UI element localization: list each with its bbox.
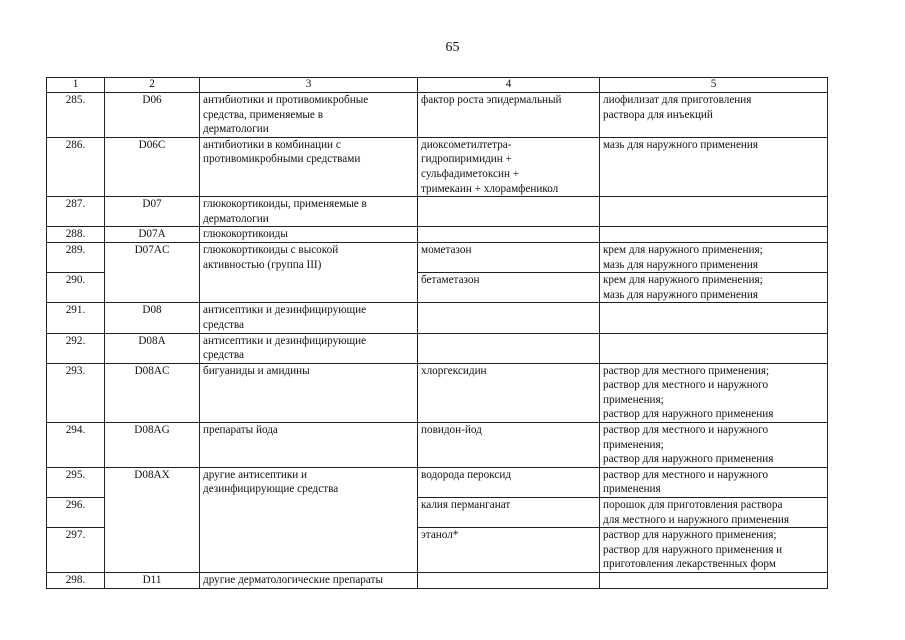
dosage-forms: [600, 242, 828, 272]
drug-name: [418, 197, 600, 227]
dosage-form-line: применения;: [603, 393, 664, 406]
group-line: антисептики и дезинфицирующие: [203, 334, 367, 347]
atc-code: D08AX: [105, 467, 200, 572]
group-line: антибиотики в комбинации с: [203, 138, 341, 151]
drug-table: [46, 77, 828, 589]
anatomical-therapeutic-group: [200, 363, 418, 422]
dosage-form-line: крем для наружного применения;: [603, 274, 763, 287]
table-header-row: [47, 78, 828, 93]
anatomical-therapeutic-group: [200, 423, 418, 468]
dosage-form-line: приготовления лекарственных форм: [603, 558, 776, 571]
header-col-5: 5: [600, 78, 828, 93]
page-number: 65: [445, 40, 460, 55]
dosage-form-line: применения: [603, 483, 661, 496]
drug-line: гидропиримидин +: [421, 153, 512, 166]
row-number: 288.: [47, 227, 105, 243]
group-line: глюкокортикоиды с высокой: [203, 243, 339, 256]
group-line: дезинфицирующие средства: [203, 483, 339, 496]
dosage-form-line: крем для наружного применения;: [603, 243, 763, 256]
dosage-forms: [600, 528, 828, 573]
drug-name: [418, 363, 600, 422]
table-row: [47, 137, 828, 196]
drug-name: [418, 467, 600, 497]
group-line: активностью (группа III): [203, 258, 322, 271]
dosage-form-line: лиофилизат для приготовления: [603, 94, 752, 106]
row-number: 294.: [47, 423, 105, 468]
dosage-form-line: раствор для наружного применения;: [603, 529, 777, 542]
dosage-forms: [600, 333, 828, 363]
atc-code: D08A: [105, 333, 200, 363]
anatomical-therapeutic-group: [200, 573, 418, 589]
dosage-form-line: применения;: [603, 438, 664, 451]
dosage-forms: [600, 227, 828, 243]
table-body: [47, 93, 828, 589]
atc-code: D08AG: [105, 423, 200, 468]
dosage-form-line: мазь для наружного применения: [603, 288, 759, 301]
anatomical-therapeutic-group: [200, 93, 418, 138]
row-number: 297.: [47, 528, 105, 573]
anatomical-therapeutic-group: [200, 242, 418, 302]
row-number: 292.: [47, 333, 105, 363]
drug-line: тримекаин + хлорамфеникол: [421, 182, 559, 195]
drug-line: водорода пероксид: [421, 468, 512, 481]
drug-line: сульфадиметоксин +: [421, 167, 520, 180]
table-row: [47, 93, 828, 138]
anatomical-therapeutic-group: [200, 227, 418, 243]
atc-code: D08AC: [105, 363, 200, 422]
dosage-form-line: мазь для наружного применения: [603, 138, 759, 151]
drug-line: бетаметазон: [421, 274, 480, 287]
dosage-forms: [600, 197, 828, 227]
table-row: [47, 303, 828, 333]
dosage-form-line: раствор для местного и наружного: [603, 424, 769, 437]
table-row: [47, 227, 828, 243]
drug-name: [418, 137, 600, 196]
group-line: средства, применяемые в: [203, 108, 323, 121]
table-row: [47, 467, 828, 497]
group-line: глюкокортикоиды: [203, 228, 288, 241]
atc-code: D07AC: [105, 242, 200, 302]
group-line: средства: [203, 318, 245, 331]
group-line: другие дерматологические препараты: [203, 574, 383, 586]
drug-name: [418, 93, 600, 138]
anatomical-therapeutic-group: [200, 333, 418, 363]
row-number: 296.: [47, 498, 105, 528]
atc-code: D06: [105, 93, 200, 138]
row-number: 298.: [47, 573, 105, 589]
atc-code: D06C: [105, 137, 200, 196]
dosage-forms: [600, 423, 828, 468]
group-line: антибиотики и противомикробные: [203, 94, 369, 106]
table-row: [47, 573, 828, 589]
drug-name: [418, 498, 600, 528]
drug-line: фактор роста эпидермальный: [421, 94, 562, 106]
dosage-forms: [600, 137, 828, 196]
table-row: [47, 242, 828, 272]
dosage-forms: [600, 573, 828, 589]
drug-name: [418, 573, 600, 589]
dosage-form-line: порошок для приготовления раствора: [603, 499, 783, 512]
drug-name: [418, 242, 600, 272]
header-col-4: 4: [418, 78, 600, 93]
dosage-form-line: раствора для инъекций: [603, 108, 713, 121]
drug-name: [418, 303, 600, 333]
group-line: другие антисептики и: [203, 468, 308, 481]
drug-name: [418, 273, 600, 303]
dosage-forms: [600, 93, 828, 138]
row-number: 286.: [47, 137, 105, 196]
group-line: глюкокортикоиды, применяемые в: [203, 198, 367, 211]
row-number: 293.: [47, 363, 105, 422]
dosage-form-line: раствор для местного и наружного: [603, 468, 769, 481]
dosage-forms: [600, 498, 828, 528]
group-line: дерматологии: [203, 212, 269, 225]
row-number: 287.: [47, 197, 105, 227]
anatomical-therapeutic-group: [200, 137, 418, 196]
anatomical-therapeutic-group: [200, 197, 418, 227]
drug-line: мометазон: [421, 243, 472, 256]
atc-code: D08: [105, 303, 200, 333]
dosage-forms: [600, 467, 828, 497]
dosage-form-line: раствор для наружного применения: [603, 453, 774, 466]
drug-line: этанол*: [421, 529, 459, 542]
group-line: бигуаниды и амидины: [203, 364, 310, 377]
row-number: 291.: [47, 303, 105, 333]
group-line: антисептики и дезинфицирующие: [203, 304, 367, 317]
table-row: [47, 333, 828, 363]
atc-code: D07A: [105, 227, 200, 243]
group-line: препараты йода: [203, 424, 278, 437]
drug-line: повидон-йод: [421, 424, 482, 437]
dosage-form-line: для местного и наружного применения: [603, 513, 790, 526]
drug-name: [418, 227, 600, 243]
table-row: [47, 363, 828, 422]
group-line: дерматологии: [203, 123, 269, 136]
drug-name: [418, 423, 600, 468]
row-number: 290.: [47, 273, 105, 303]
dosage-form-line: мазь для наружного применения: [603, 258, 759, 271]
header-col-3: 3: [200, 78, 418, 93]
drug-line: диоксометилтетра-: [421, 138, 512, 151]
drug-line: хлоргексидин: [421, 364, 487, 377]
table-row: [47, 197, 828, 227]
row-number: 285.: [47, 93, 105, 138]
drug-name: [418, 528, 600, 573]
anatomical-therapeutic-group: [200, 303, 418, 333]
drug-name: [418, 333, 600, 363]
drug-line: калия перманганат: [421, 499, 511, 512]
atc-code: D07: [105, 197, 200, 227]
dosage-forms: [600, 303, 828, 333]
dosage-form-line: раствор для наружного применения: [603, 408, 774, 421]
row-number: 295.: [47, 467, 105, 497]
header-col-2: 2: [105, 78, 200, 93]
dosage-form-line: раствор для местного применения;: [603, 364, 770, 377]
table-row: [47, 423, 828, 468]
dosage-form-line: раствор для наружного применения и: [603, 543, 783, 556]
dosage-forms: [600, 273, 828, 303]
row-number: 289.: [47, 242, 105, 272]
group-line: средства: [203, 349, 245, 362]
group-line: противомикробными средствами: [203, 153, 361, 166]
dosage-form-line: раствор для местного и наружного: [603, 379, 769, 392]
dosage-forms: [600, 363, 828, 422]
header-col-1: 1: [47, 78, 105, 93]
atc-code: D11: [105, 573, 200, 589]
anatomical-therapeutic-group: [200, 467, 418, 572]
